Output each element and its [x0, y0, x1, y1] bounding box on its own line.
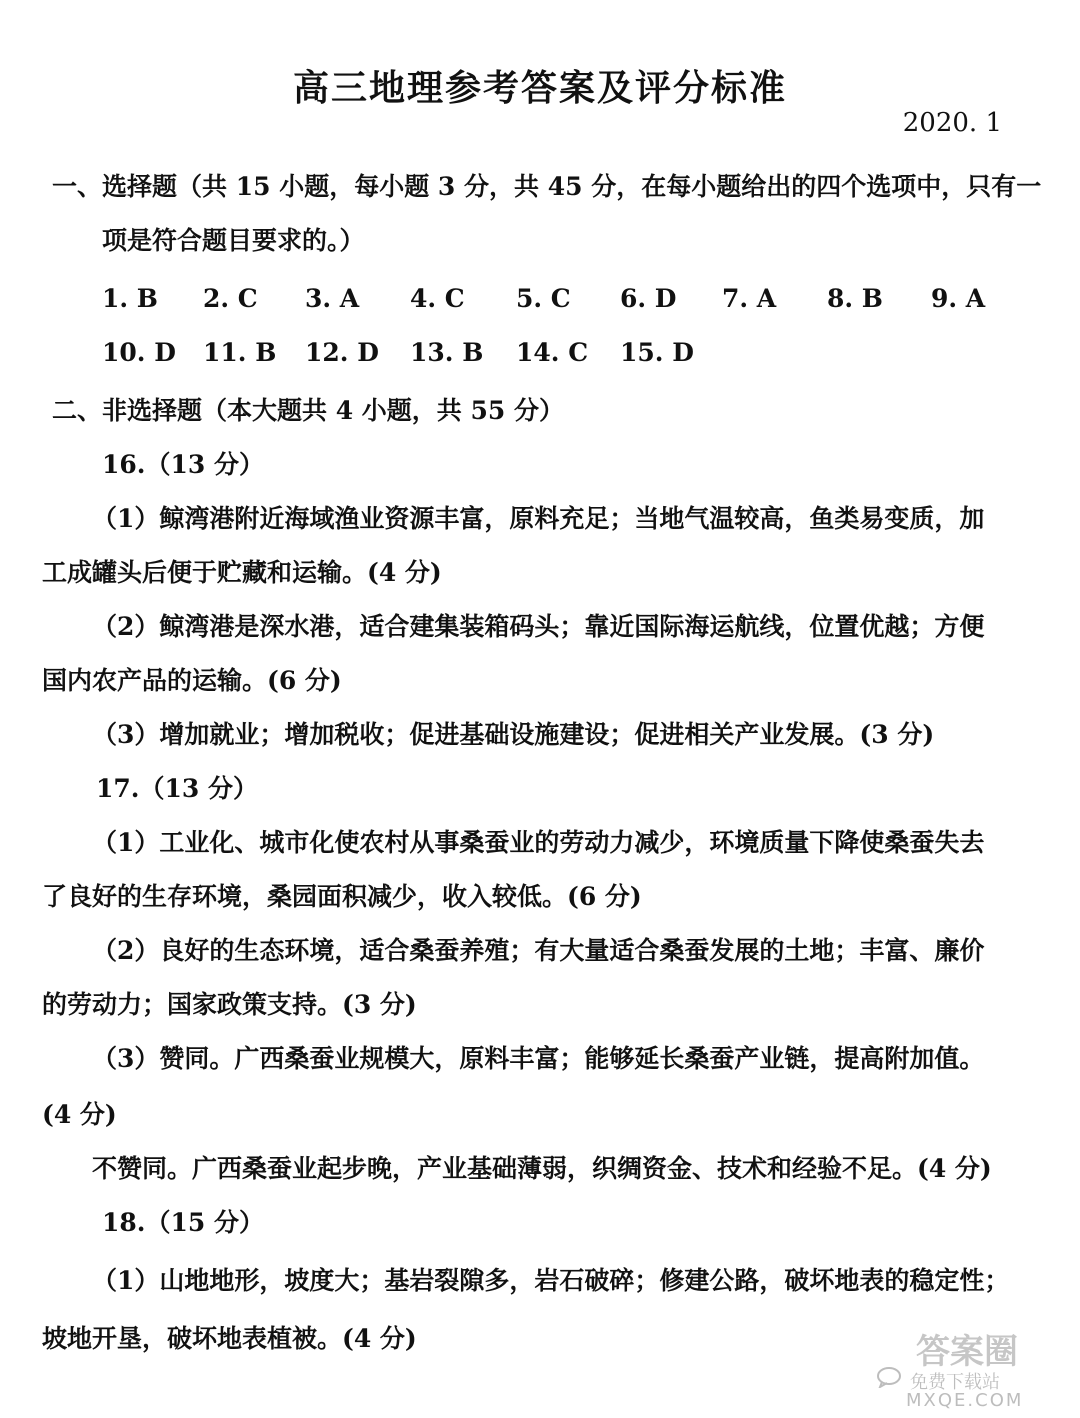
- answer-item: 7. A: [722, 284, 777, 313]
- answer-item: 15. D: [620, 338, 694, 367]
- section2-heading: 二、非选择题（本大题共 4 小题，共 55 分）: [52, 396, 565, 425]
- watermark-url: MXQE.COM: [906, 1390, 1024, 1411]
- answer-item: 13. B: [410, 338, 484, 367]
- answer-text-line: 的劳动力；国家政策支持。(3 分): [42, 990, 417, 1019]
- page-title: 高三地理参考答案及评分标准: [292, 67, 787, 109]
- answer-text-line: （3）增加就业；增加税收；促进基础设施建设；促进相关产业发展。(3 分): [92, 720, 935, 749]
- answer-item: 12. D: [305, 338, 379, 367]
- answer-item: 8. B: [827, 284, 883, 313]
- answer-text-line: 不赞同。广西桑蚕业起步晚，产业基础薄弱，织绸资金、技术和经验不足。(4 分): [92, 1154, 992, 1183]
- exam-date: 2020. 1: [902, 108, 1002, 138]
- watermark-subtitle: 免费下载站: [910, 1372, 1000, 1393]
- question-16-header: 16.（13 分）: [102, 450, 264, 479]
- answer-item: 11. B: [203, 338, 277, 367]
- answer-item: 3. A: [305, 284, 360, 313]
- site-watermark: [876, 1322, 1066, 1412]
- answer-item: 4. C: [410, 284, 465, 313]
- section1-heading-line1: 一、选择题（共 15 小题，每小题 3 分，共 45 分，在每小题给出的四个选项中，只有一: [52, 172, 1042, 201]
- answer-item: 10. D: [102, 338, 176, 367]
- answer-text-line: 工成罐头后便于贮藏和运输。(4 分): [42, 558, 442, 587]
- answer-item: 6. D: [620, 284, 677, 313]
- watermark-logo-text: 答案圈: [916, 1332, 1018, 1372]
- answer-item: 14. C: [516, 338, 589, 367]
- answer-text-line: （1）工业化、城市化使农村从事桑蚕业的劳动力减少，环境质量下降使桑蚕失去: [92, 828, 985, 857]
- answer-item: 9. A: [931, 284, 986, 313]
- answer-text-line: （2）鲸湾港是深水港，适合建集装箱码头；靠近国际海运航线，位置优越；方便: [92, 612, 985, 641]
- answer-item: 2. C: [203, 284, 258, 313]
- answer-text-line: 了良好的生存环境，桑园面积减少，收入较低。(6 分): [42, 882, 642, 911]
- answer-text-line: （1）鲸湾港附近海域渔业资源丰富，原料充足；当地气温较高，鱼类易变质，加: [92, 504, 985, 533]
- answer-text-line: 国内农产品的运输。(6 分): [42, 666, 342, 695]
- chat-bubble-icon: [876, 1366, 902, 1388]
- question-18-header: 18.（15 分）: [102, 1208, 264, 1237]
- answer-text-line: （3）赞同。广西桑蚕业规模大，原料丰富；能够延长桑蚕产业链，提高附加值。: [92, 1044, 985, 1073]
- answer-text-line: （1）山地地形，坡度大；基岩裂隙多，岩石破碎；修建公路，破坏地表的稳定性；: [92, 1266, 1010, 1295]
- question-17-header: 17.（13 分）: [96, 774, 258, 803]
- section1-heading-line2: 项是符合题目要求的。）: [102, 226, 365, 255]
- answer-text-line: 坡地开垦，破坏地表植被。(4 分): [42, 1324, 417, 1353]
- answer-text-line: （2）良好的生态环境，适合桑蚕养殖；有大量适合桑蚕发展的土地；丰富、廉价: [92, 936, 985, 965]
- answer-item: 5. C: [516, 284, 571, 313]
- answer-item: 1. B: [102, 284, 158, 313]
- answer-text-line: (4 分): [42, 1100, 117, 1129]
